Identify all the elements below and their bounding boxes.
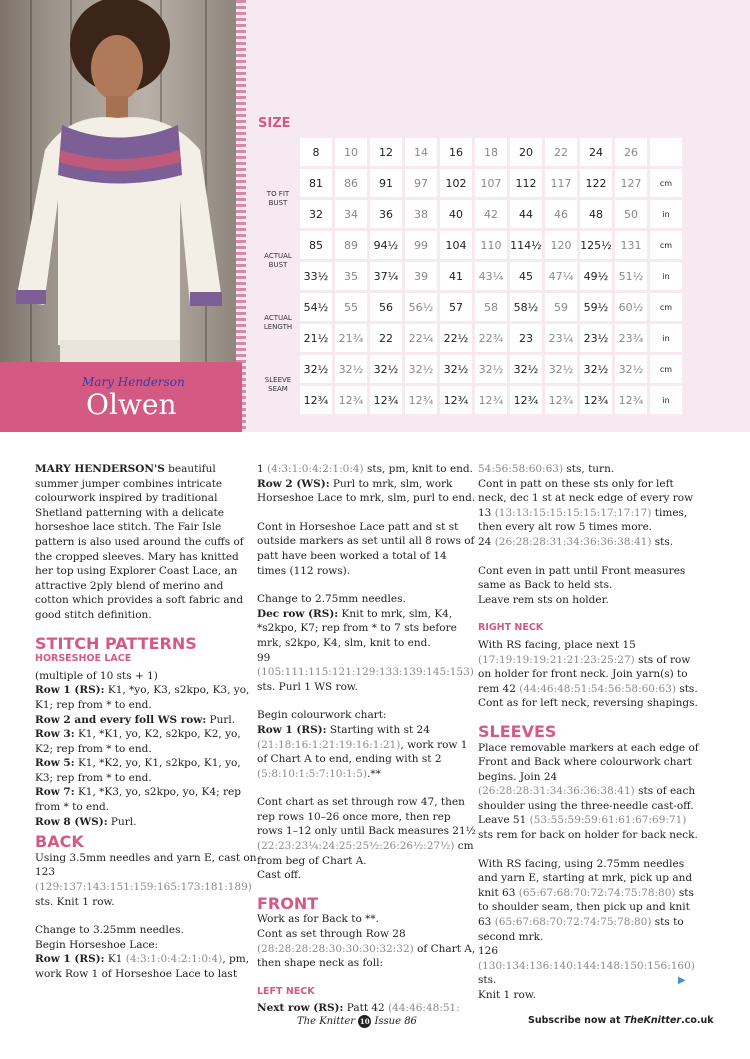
size-value-cell: 34	[335, 200, 367, 228]
size-table-row	[259, 200, 682, 228]
size-unit-cell: in	[650, 386, 682, 414]
subscribe-text: Subscribe now at	[528, 1015, 624, 1026]
size-value-cell: 112	[510, 169, 542, 197]
size-number-cell: 12	[370, 138, 402, 166]
magazine-name: The Knitter	[297, 1016, 356, 1027]
size-value-cell: 114½	[510, 231, 542, 259]
size-value-cell: 32½	[335, 355, 367, 383]
back-instructions-2: Change to 3.25mm needles. Begin Horseshoe Lace: Row 1 (RS): K1 (4:3:1:0:4:2:1:0:4), pm, work Row 1 of Horseshoe Lace to last	[35, 924, 250, 980]
size-value-cell: 41	[440, 262, 472, 290]
size-value-cell: 32½	[475, 355, 507, 383]
size-value-cell: 39	[405, 262, 437, 290]
size-value-cell: 125½	[580, 231, 612, 259]
left-neck-heading: LEFT NECK	[257, 985, 315, 997]
size-unit-cell: in	[650, 324, 682, 352]
size-value-cell: 50	[615, 200, 647, 228]
footer-issue	[297, 1015, 417, 1028]
size-unit-cell: cm	[650, 293, 682, 321]
size-value-cell: 81	[300, 169, 332, 197]
size-value-cell: 32½	[545, 355, 577, 383]
size-value-cell: 32½	[440, 355, 472, 383]
left-neck-text: Next row (RS): Patt 42 (44:46:48:51:	[257, 1002, 460, 1015]
size-number-cell: 26	[615, 138, 647, 166]
size-value-cell: 33½	[300, 262, 332, 290]
left-neck-finish-text: Cont even in patt until Front measures same as Back to held sts. Leave rem sts on holder.	[478, 564, 686, 606]
size-value-cell: 59	[545, 293, 577, 321]
size-value-cell: 89	[335, 231, 367, 259]
size-value-cell: 12¾	[475, 386, 507, 414]
size-value-cell: 21½	[300, 324, 332, 352]
size-value-cell: 42	[475, 200, 507, 228]
size-value-cell: 32	[300, 200, 332, 228]
size-value-cell: 48	[580, 200, 612, 228]
size-table-row	[259, 324, 682, 352]
size-value-cell: 57	[440, 293, 472, 321]
size-table	[256, 135, 685, 417]
size-value-cell: 23	[510, 324, 542, 352]
size-value-cell: 131	[615, 231, 647, 259]
size-number-cell: 18	[475, 138, 507, 166]
size-unit-header-cell	[650, 138, 682, 166]
size-heading: SIZE	[258, 116, 291, 131]
size-value-cell: 43¼	[475, 262, 507, 290]
back-dec-text: Change to 2.75mm needles. Dec row (RS): Knit to mrk, slm, K4, *s2kpo, K7; rep from * to 7 sts before mrk, s2kpo, K4, slm, knit to end. 99 (105:111:115:121:129:133:139:145:153) sts. Purl 1 WS row.	[257, 593, 474, 693]
size-value-cell: 32½	[580, 355, 612, 383]
size-value-cell: 117	[545, 169, 577, 197]
size-value-cell: 91	[370, 169, 402, 197]
size-value-cell: 120	[545, 231, 577, 259]
size-value-cell: 12¾	[440, 386, 472, 414]
size-value-cell: 12¾	[510, 386, 542, 414]
size-unit-cell: in	[650, 200, 682, 228]
size-value-cell: 22¾	[475, 324, 507, 352]
column-2	[257, 462, 479, 1016]
size-value-cell: 32½	[370, 355, 402, 383]
size-number-cell: 16	[440, 138, 472, 166]
pattern-title: Olwen	[86, 388, 177, 421]
continue-arrow-icon: ▶	[678, 975, 686, 986]
size-value-cell: 122	[580, 169, 612, 197]
size-unit-cell: cm	[650, 231, 682, 259]
size-number-cell: 22	[545, 138, 577, 166]
size-value-cell: 21¾	[335, 324, 367, 352]
size-row-label: TO FIT BUST	[266, 189, 290, 207]
size-table-row	[259, 262, 682, 290]
size-value-cell: 99	[405, 231, 437, 259]
front-heading: FRONT	[257, 893, 319, 913]
footer-subscribe	[528, 1015, 714, 1026]
size-value-cell: 12¾	[545, 386, 577, 414]
size-value-cell: 107	[475, 169, 507, 197]
right-neck-heading: RIGHT NECK	[478, 622, 544, 634]
size-number-cell: 24	[580, 138, 612, 166]
size-value-cell: 23½	[580, 324, 612, 352]
size-value-cell: 45	[510, 262, 542, 290]
front-instructions: Work as for Back to **. Cont as set through Row 28 (28:28:28:28:30:30:30:32:32) of Chart A, then shape neck as foll:	[257, 913, 476, 970]
size-corner-cell	[259, 138, 297, 166]
size-value-cell: 32½	[405, 355, 437, 383]
size-value-cell: 32½	[615, 355, 647, 383]
size-table-row	[259, 231, 682, 259]
size-value-cell: 23¾	[615, 324, 647, 352]
back-cont-text: Cont in Horseshoe Lace patt and st st outside markers as set until all 8 rows of patt have been worked a total of 14 times (112 rows).	[257, 520, 475, 577]
size-number-cell: 10	[335, 138, 367, 166]
back-row-text: 1 (4:3:1:0:4:2:1:0:4) sts, pm, knit to end. Row 2 (WS): Purl to mrk, slm, work Horseshoe Lace to mrk, slm, purl to end.	[257, 463, 476, 505]
size-value-cell: 22¼	[405, 324, 437, 352]
size-value-cell: 51½	[615, 262, 647, 290]
size-value-cell: 12¾	[615, 386, 647, 414]
size-value-cell: 12¾	[335, 386, 367, 414]
size-value-cell: 35	[335, 262, 367, 290]
size-value-cell: 12¾	[580, 386, 612, 414]
size-value-cell: 40	[440, 200, 472, 228]
size-value-cell: 55	[335, 293, 367, 321]
size-value-cell: 46	[545, 200, 577, 228]
site-name: TheKnitter	[623, 1015, 682, 1026]
size-value-cell: 47¼	[545, 262, 577, 290]
model-photo	[0, 0, 242, 362]
size-value-cell: 60½	[615, 293, 647, 321]
size-value-cell: 37¼	[370, 262, 402, 290]
size-value-cell: 12¾	[370, 386, 402, 414]
sleeves-heading: SLEEVES	[478, 721, 557, 741]
left-neck-cont-text: 54:56:58:60:63) sts, turn. Cont in patt on these sts only for left neck, dec 1 st at neck edge of every row 13 (13:13:15:15:15:15:17:17:17) times, then every alt row 5 times more. 24 (26:28:28:31:34:36:36:38:41) sts.	[478, 463, 694, 548]
size-value-cell: 86	[335, 169, 367, 197]
right-neck-text: With RS facing, place next 15 (17:19:19:19:21:21:23:25:27) sts of row on holder for front neck. Join yarn(s) to rem 42 (44:46:48:51:54:56:58:60:63) sts. Cont as for left neck, reversing shapings.	[478, 638, 698, 710]
size-value-cell: 12¾	[300, 386, 332, 414]
size-unit-cell: cm	[650, 169, 682, 197]
site-tld: .co.uk	[681, 1015, 714, 1026]
size-value-cell: 44	[510, 200, 542, 228]
size-value-cell: 85	[300, 231, 332, 259]
page-number: 10	[359, 1017, 370, 1026]
sleeves-text-2: With RS facing, using 2.75mm needles and yarn E, starting at mrk, pick up and knit 63 (65:67:68:70:72:74:75:78:80) sts to shoulder seam, then pick up and knit 63 (65:67:68:70:72:74:75:78:80) sts to second mrk. 126 (130:134:136:140:144:148:150:156:160) sts. Knit 1 row.	[478, 857, 695, 1001]
size-value-cell: 58½	[510, 293, 542, 321]
back-instructions: Using 3.5mm needles and yarn E, cast on 123 (129:137:143:151:159:165:173:181:189) sts. Knit 1 row.	[35, 851, 257, 908]
size-header-row	[259, 138, 682, 166]
size-table-row	[259, 169, 682, 197]
intro-text: MARY HENDERSON'S beautiful summer jumper combines intricate colourwork inspired by traditional Shetland patterning with a delicate horseshoe lace stitch. The Fair Isle pattern is also used around the cuffs of the cropped sleeves. Mary has knitted her top using Explorer Coast Lace, an attractive 2ply blend of merino and cotton which provides a soft fabric and good stitch definition.	[35, 463, 244, 621]
size-value-cell: 12¾	[405, 386, 437, 414]
size-value-cell: 110	[475, 231, 507, 259]
size-unit-cell: cm	[650, 355, 682, 383]
chart-cont-text: Cont chart as set through row 47, then rep rows 10–26 once more, then rep rows 1–12 only until Back measures 21½ (22:23:23¼:24:25:25½:26:26½:27½) cm from beg of Chart A. Cast off.	[257, 796, 476, 882]
size-row-label: SLEEVE SEAM	[264, 375, 292, 393]
horseshoe-lace-heading: HORSESHOE LACE	[35, 653, 132, 665]
size-value-cell: 32½	[510, 355, 542, 383]
size-value-cell: 56	[370, 293, 402, 321]
size-value-cell: 49½	[580, 262, 612, 290]
size-value-cell: 58	[475, 293, 507, 321]
stitch-patterns-heading: STITCH PATTERNS	[35, 633, 197, 653]
size-table-row	[259, 355, 682, 383]
size-table-row	[259, 293, 682, 321]
size-value-cell: 59½	[580, 293, 612, 321]
size-row-label: ACTUAL BUST	[264, 251, 292, 269]
size-value-cell: 102	[440, 169, 472, 197]
size-value-cell: 54½	[300, 293, 332, 321]
size-number-cell: 20	[510, 138, 542, 166]
back-heading: BACK	[35, 832, 84, 852]
size-row-label: ACTUAL LENGTH	[263, 313, 293, 331]
size-unit-cell: in	[650, 262, 682, 290]
size-value-cell: 22	[370, 324, 402, 352]
designer-name: Mary Henderson	[82, 375, 185, 389]
size-value-cell: 104	[440, 231, 472, 259]
issue-number: Issue 86	[374, 1016, 417, 1027]
column-1	[35, 462, 257, 996]
size-table-row	[259, 386, 682, 414]
size-value-cell: 56½	[405, 293, 437, 321]
size-value-cell: 23¼	[545, 324, 577, 352]
size-value-cell: 32½	[300, 355, 332, 383]
size-value-cell: 38	[405, 200, 437, 228]
size-value-cell: 97	[405, 169, 437, 197]
size-value-cell: 36	[370, 200, 402, 228]
horseshoe-lace-instructions: (multiple of 10 sts + 1) Row 1 (RS): K1, *yo, K3, s2kpo, K3, yo, K1; rep from * to end. Row 2 and every foll WS row: Purl. Row 3: K1, *K1, yo, K2, s2kpo, K2, yo, K2; rep from * to end. Row 5: K1, *K2, yo, K1, s2kpo, K1, yo, K3; rep from * to end. Row 7: K1, *K3, yo, s2kpo, yo, K4; rep from * to end. Row 8 (WS): Purl.	[35, 669, 250, 828]
column-3	[478, 462, 700, 1017]
sleeves-text: Place removable markers at each edge of Front and Back where colourwork chart begins. Join 24 (26:28:28:31:34:36:36:38:41) sts of each shoulder using the three-needle cast-off. Leave 51 (53:55:59:59:61:61:67:69:71) sts rem for back on holder for back neck.	[478, 741, 699, 842]
size-value-cell: 127	[615, 169, 647, 197]
size-number-cell: 14	[405, 138, 437, 166]
size-number-cell: 8	[300, 138, 332, 166]
size-value-cell: 22½	[440, 324, 472, 352]
size-value-cell: 94½	[370, 231, 402, 259]
colourwork-text: Begin colourwork chart: Row 1 (RS): Starting with st 24 (21:18:16:1:21:19:16:1:21), work row 1 of Chart A to end, ending with st 2 (5:8:10:1:5:7:10:1:5).**	[257, 709, 468, 780]
